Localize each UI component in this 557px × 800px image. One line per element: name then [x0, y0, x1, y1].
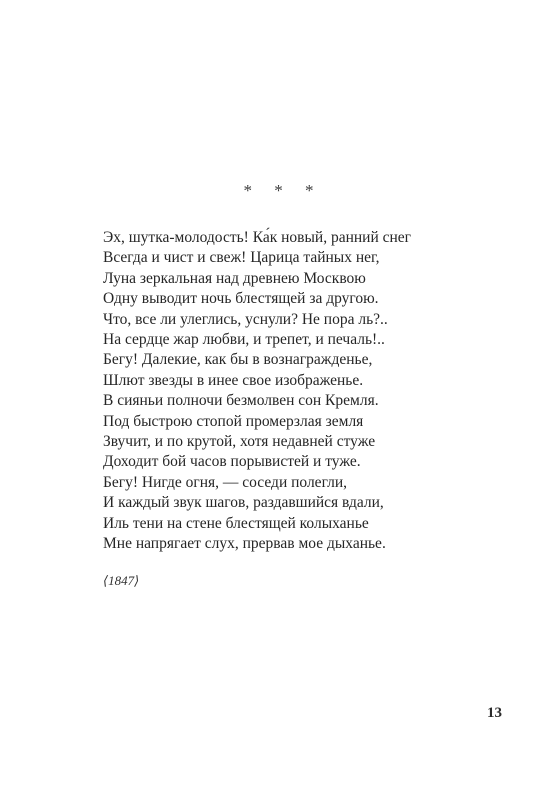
- poem-line: Бегу! Нигде огня, — соседи полегли,: [103, 473, 348, 491]
- poem-line: Доходит бой часов порывистей и туже.: [103, 453, 361, 471]
- poem-line: Бегу! Далекие, как бы в вознагражденье,: [103, 351, 373, 369]
- poem-line: Под быстрою стопой промерзлая земля: [103, 412, 364, 430]
- poem-date: ⟨1847⟩: [103, 573, 140, 588]
- poem-text: [103, 228, 411, 555]
- page-number: 13: [487, 705, 502, 721]
- poem-line: В сияньи полночи безмолвен сон Кремля.: [103, 392, 379, 410]
- poem-line: На сердце жар любви, и трепет, и печаль!..: [103, 331, 385, 349]
- poem-line: Шлют звезды в инее свое изображенье.: [103, 371, 364, 389]
- poem-asterism-title: * * *: [243, 181, 323, 200]
- poem-line: Одну выводит ночь блестящей за другою.: [103, 290, 379, 308]
- poem-line: Луна зеркальная над древнею Москвою: [103, 269, 366, 287]
- poem-line: Звучит, и по крутой, хотя недавней стуже: [103, 433, 376, 451]
- poem-line: Всегда и чист и свеж! Царица тайных нег,: [103, 249, 380, 267]
- poem-line: И каждый звук шагов, раздавшийся вдали,: [103, 494, 384, 512]
- poem-line: Что, все ли улеглись, уснули? Не пора ль?..: [103, 310, 388, 328]
- poem-line: Мне напрягает слух, прервав мое дыханье.: [103, 535, 386, 553]
- poem-line: Иль тени на стене блестящей колыханье: [103, 514, 369, 532]
- poem-line: Эх, шутка-молодость! Ка́к новый, ранний снег: [103, 229, 412, 246]
